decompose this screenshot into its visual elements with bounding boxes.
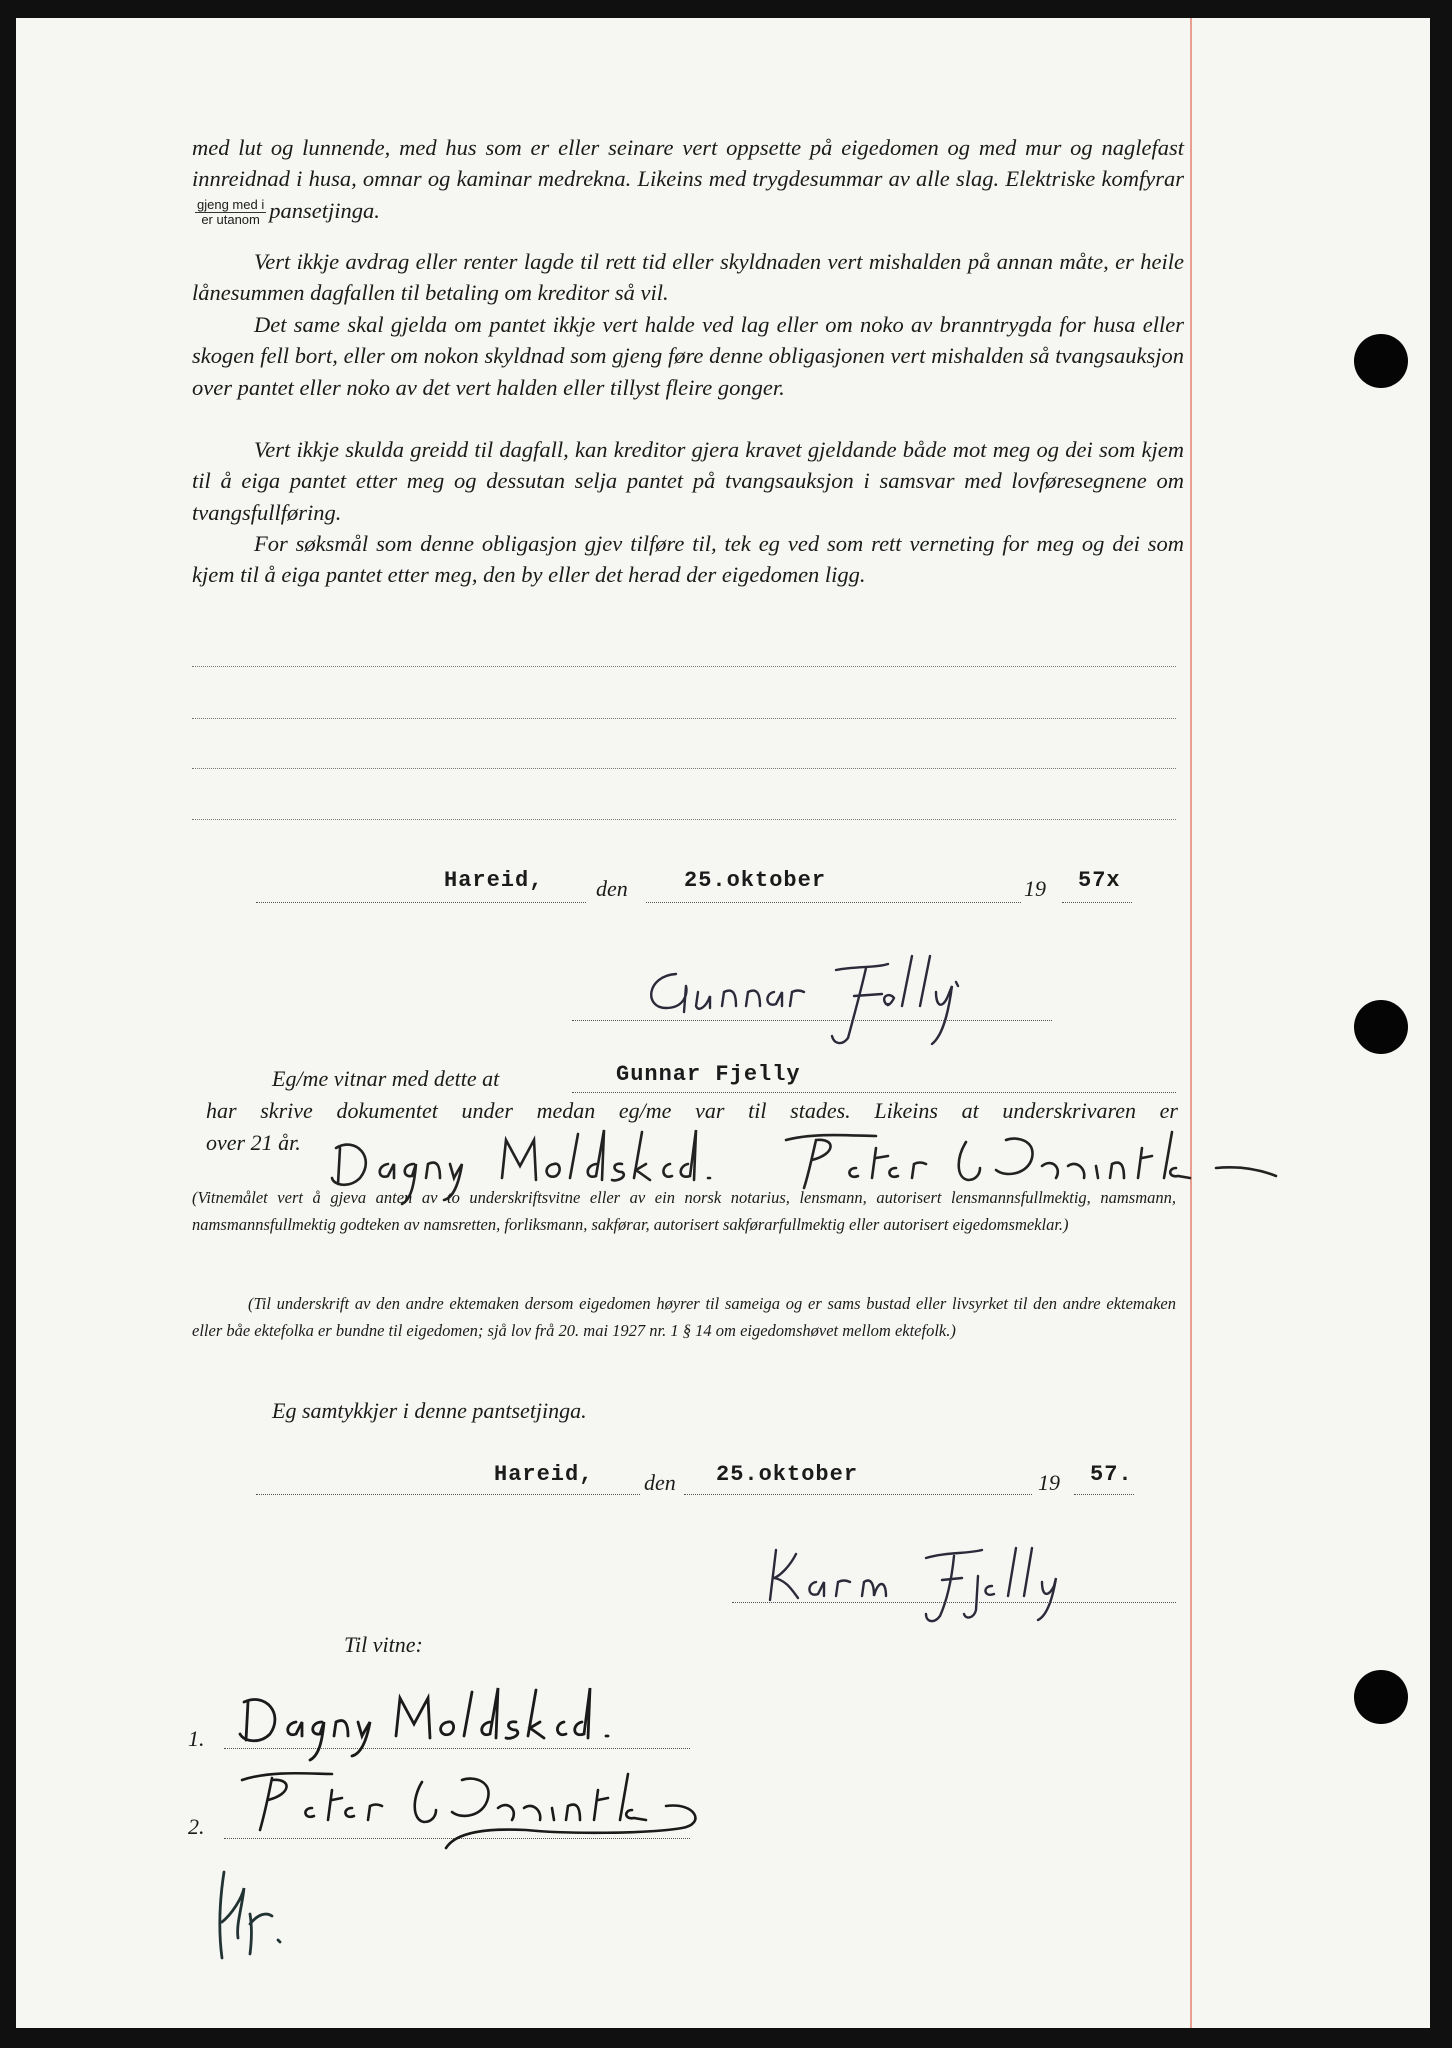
- date-2: 25.oktober: [716, 1462, 859, 1487]
- blank-line-4: [192, 819, 1176, 820]
- century-2: 19: [1038, 1470, 1060, 1495]
- witness-line-3: over 21 år.: [206, 1130, 301, 1155]
- witness-name-line: [572, 1092, 1176, 1093]
- spouse-legal-note: (Til underskrift av den andre ektemaken dersom eigedomen høyrer til sameiga og er sams bustad eller livsyrket til den andre ektemaken eller båe ektefolka er bundne til eigedomen; sjå lov frå 20. mai 1927 nr. 1 § 14 om eigedomshøvet mellom ektefolk.): [192, 1294, 1176, 1340]
- blank-line-2: [192, 718, 1176, 719]
- punch-hole-middle: [1354, 1000, 1408, 1054]
- spouse-signature-line: [732, 1602, 1176, 1603]
- til-vitne-label: Til vitne:: [344, 1632, 423, 1657]
- blank-line-1: [192, 666, 1176, 667]
- witness-number-2: 2.: [188, 1814, 205, 1839]
- punch-hole-bottom: [1354, 1670, 1408, 1724]
- place-1: Hareid,: [444, 868, 544, 893]
- witness-legal-note: (Vitnemålet vert å gjeva anten av to underskriftsvitne eller av ein norsk notarius, lensmann, autorisert lensmannsfullmektig, namsmann, namsmannsfullmektig godteken av namsretten, forliksmann, sakførar, autorisert sakførarfullmektig eller autorisert eigedomsmeklar.): [192, 1188, 1176, 1234]
- initials-mark: [206, 1858, 296, 1968]
- punch-hole-top: [1354, 334, 1408, 388]
- date-1: 25.oktober: [684, 868, 827, 893]
- paragraph-insurance: Det same skal gjelda om pantet ikkje vert halde ved lag eller om noko av branntrygda for husa eller skogen fell bort, eller om nokon skyldnad som gjeng føre denne obligasjonen vert mishalden så tvangsauksjon over pantet eller noko av det vert halden eller tillyst fleire gonger.: [192, 312, 1184, 400]
- choice-option-excluded: er utanom: [201, 212, 260, 228]
- spouse-signature: [756, 1536, 1096, 1626]
- consent-text: Eg samtykkjer i denne pantsetjinga.: [272, 1398, 587, 1423]
- witness-intro: Eg/me vitnar med dette at: [272, 1066, 500, 1091]
- witness-1-signature: [226, 1678, 706, 1768]
- den-label-1: den: [596, 876, 628, 901]
- paragraph-fixtures-end: pansetjinga.: [269, 197, 380, 223]
- paragraph-venue: For søksmål som denne obligasjon gjev tilføre til, tek eg ved som rett verneting for meg og dei som kjem til å eiga pantet etter meg, den by eller det herad der eigedomen ligg.: [192, 531, 1184, 588]
- date-line-2: [684, 1494, 1032, 1495]
- paragraph-fixtures: [192, 132, 1184, 227]
- paragraph-enforcement: Vert ikkje skulda greidd til dagfall, kan kreditor gjera kravet gjeldande både mot meg og dei som kjem til å eiga pantet etter meg og dessutan selja pantet på tvangsauksjon i samsvar med lovføresegnene om tvangsfullføring.: [192, 437, 1184, 525]
- year-2: 57.: [1090, 1462, 1133, 1487]
- witness-2-signature: [226, 1758, 726, 1878]
- margin-rule: [1190, 18, 1192, 2028]
- witness-number-1: 1.: [188, 1726, 205, 1751]
- borrower-signature-line: [572, 1020, 1052, 1021]
- choice-fraction: [195, 198, 266, 227]
- blank-line-3: [192, 768, 1176, 769]
- choice-option-included: gjeng med i: [197, 197, 265, 213]
- year-line-2: [1074, 1494, 1134, 1495]
- witness-line-2: har skrive dokumentet under medan eg/me var til stades. Likeins at underskrivaren er: [206, 1098, 1178, 1123]
- document-page: [16, 18, 1430, 2028]
- year-1: 57x: [1078, 868, 1121, 893]
- century-1: 19: [1024, 876, 1046, 901]
- place-line-2: [256, 1494, 640, 1495]
- paragraph-fixtures-text: med lut og lunnende, med hus som er eller seinare vert oppsette på eigedomen og med mur og naglefast innreidnad i husa, omnar og kaminar medrekna. Likeins med trygdesummar av alle slag. Elektriske komfyrar: [192, 135, 1184, 192]
- place-line-1: [256, 902, 586, 903]
- den-label-2: den: [644, 1470, 676, 1495]
- place-2: Hareid,: [494, 1462, 594, 1487]
- year-line-1: [1062, 902, 1132, 903]
- date-line-1: [646, 902, 1021, 903]
- witness-subject-name: Gunnar Fjelly: [616, 1062, 801, 1087]
- paragraph-default: Vert ikkje avdrag eller renter lagde til rett tid eller skyldnaden vert mishalden på annan måte, er heile lånesummen dagfallen til betaling om kreditor så vil.: [192, 249, 1184, 306]
- borrower-signature: [636, 946, 1036, 1046]
